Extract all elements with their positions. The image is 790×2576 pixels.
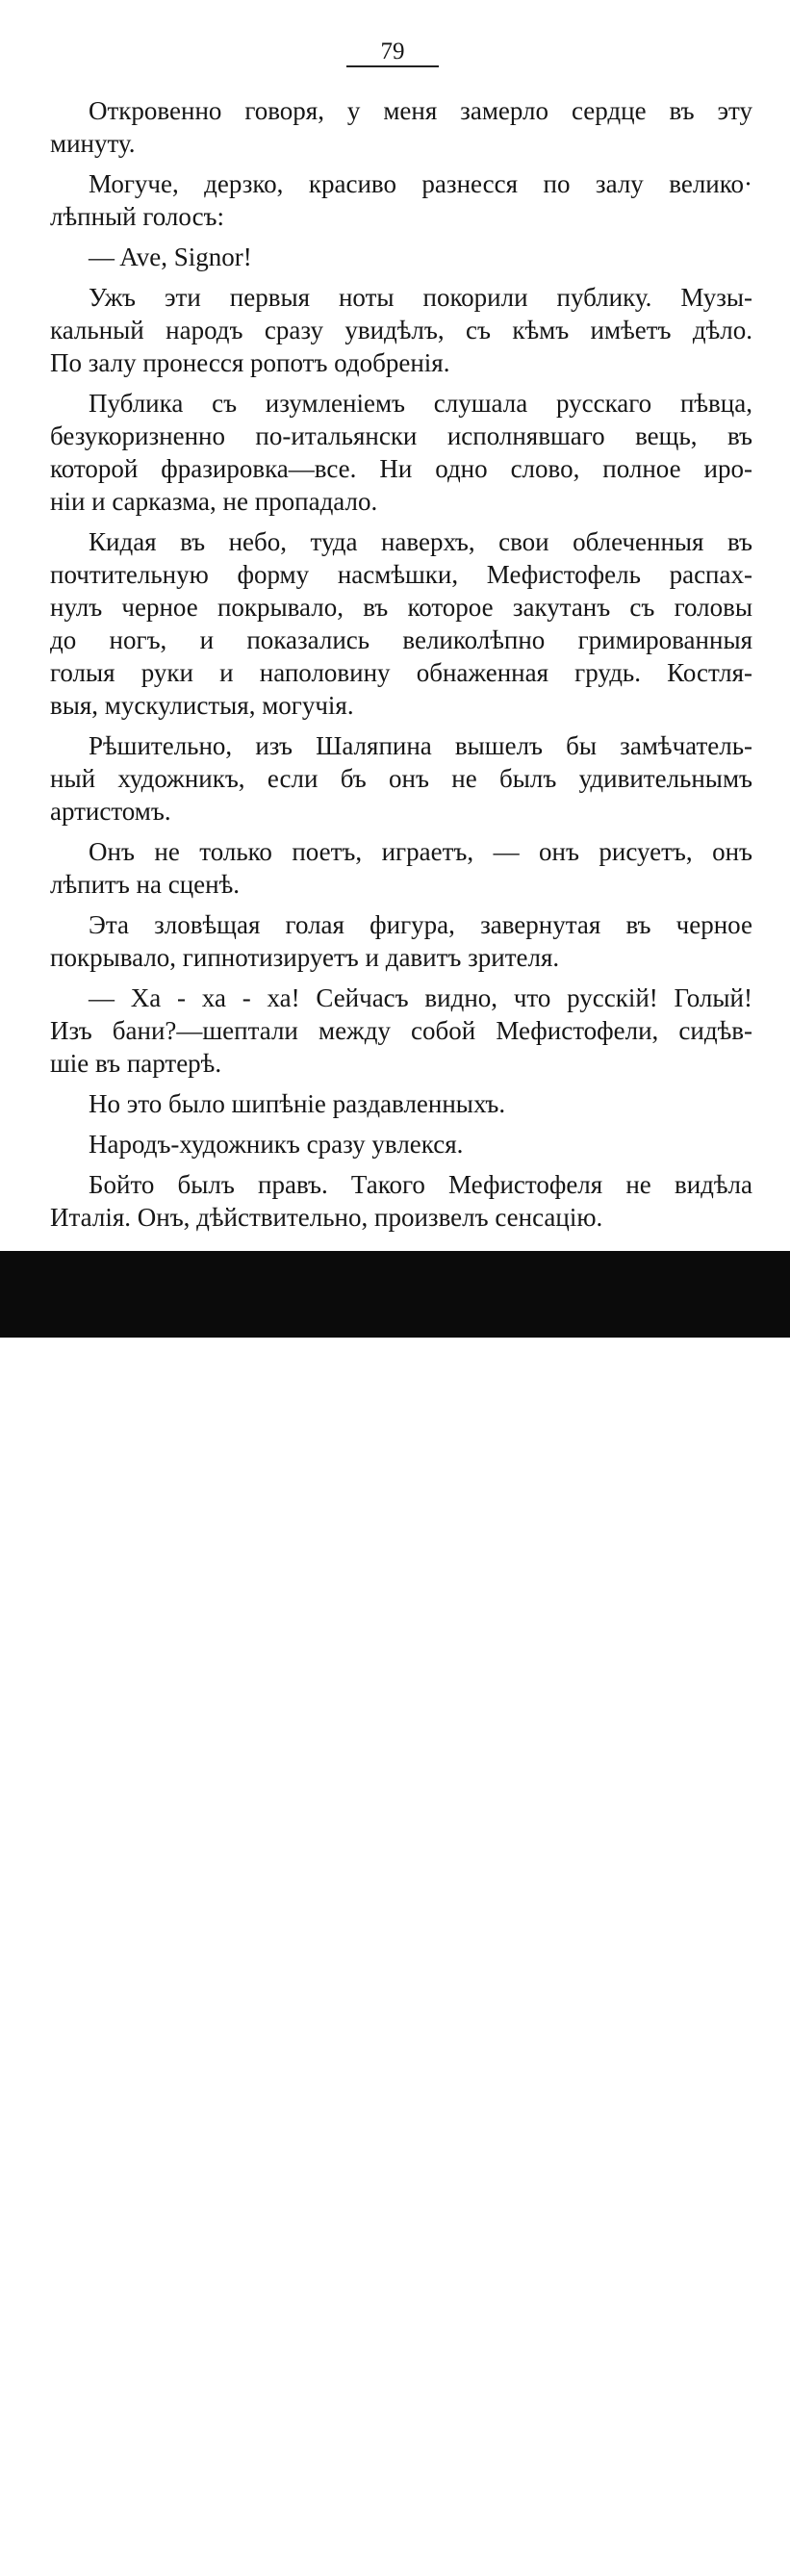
text-line: выя, мускулистыя, могучія. [50,691,354,720]
text-line: покрывало, гипнотизируетъ и давитъ зрителя. [50,943,560,972]
text-line: Народъ-художникъ сразу увлекся. [89,1130,464,1159]
image-id: P7BMW1 [665,2514,763,2540]
text-line: кальный народъ сразу увидѣлъ, съ кѣмъ имѣетъ дѣло. [50,316,752,344]
text-line: — Ха - ха - ха! Сейчасъ видно, что русскій! Голый! [89,983,752,1012]
text-line: почтительную форму насмѣшки, Мефистофель распах- [50,560,752,589]
text-line: лѣпный голосъ: [50,202,225,231]
text-line: которой фразировка—все. Ни одно слово, полное иро- [50,454,752,483]
text-line: безукоризненно по-итальянски исполнявшаго вещь, въ [50,421,752,450]
text-line: Эта зловѣщая голая фигура, завернутая въ черное [89,910,752,939]
text-line: голыя руки и наполовину обнаженная грудь. Костля- [50,658,752,687]
text-line: шіе въ партерѣ. [50,1049,222,1078]
body-text [50,94,752,1234]
text-line: Рѣшительно, изъ Шаляпина вышелъ бы замѣчатель- [89,731,752,760]
book-page [0,0,790,1251]
text-line: Изъ бани?—шептали между собой Мефистофели, сидѣв- [50,1016,752,1045]
text-line: Откровенно говоря, у меня замерло сердце въ эту [89,96,752,125]
text-line: ный художникъ, если бъ онъ не былъ удивительнымъ [50,764,752,793]
text-line: артистомъ. [50,797,171,826]
page-number-rule [346,65,439,67]
text-line: Италія. Онъ, дѣйствительно, произвелъ сенсацію. [50,1203,603,1232]
watermark-url: www.alamy.com [611,2547,763,2571]
text-line: до ногъ, и показались великолѣпно гримированныя [50,625,752,654]
text-line: По залу пронесся ропотъ одобренія. [50,348,450,377]
page-number: 79 [380,38,405,64]
text-line: Бойто былъ правъ. Такого Мефистофеля не видѣла [89,1170,752,1199]
text-line: Кидая въ небо, туда наверхъ, свои облеченныя въ [89,527,752,556]
watermark-bar [0,1251,790,2575]
text-line: Но это было шипѣніе раздавленныхъ. [89,1089,506,1118]
text-line: — Ave, Signor! [89,242,252,271]
text-line: минуту. [50,129,136,158]
alamy-logo: alamy [21,2514,169,2575]
text-line: Ужъ эти первыя ноты покорили публику. Музы- [89,283,752,312]
text-line: Онъ не только поетъ, играетъ, — онъ рисуетъ, онъ [89,837,752,866]
text-line: нулъ черное покрывало, въ которое закутанъ съ головы [50,593,752,622]
text-line: Публика съ изумленіемъ слушала русскаго пѣвца, [89,389,752,418]
text-line: Могуче, дерзко, красиво разнесся по залу велико· [89,169,752,198]
text-line: ніи и сарказма, не пропадало. [50,487,378,516]
text-line: лѣпитъ на сценѣ. [50,870,241,899]
